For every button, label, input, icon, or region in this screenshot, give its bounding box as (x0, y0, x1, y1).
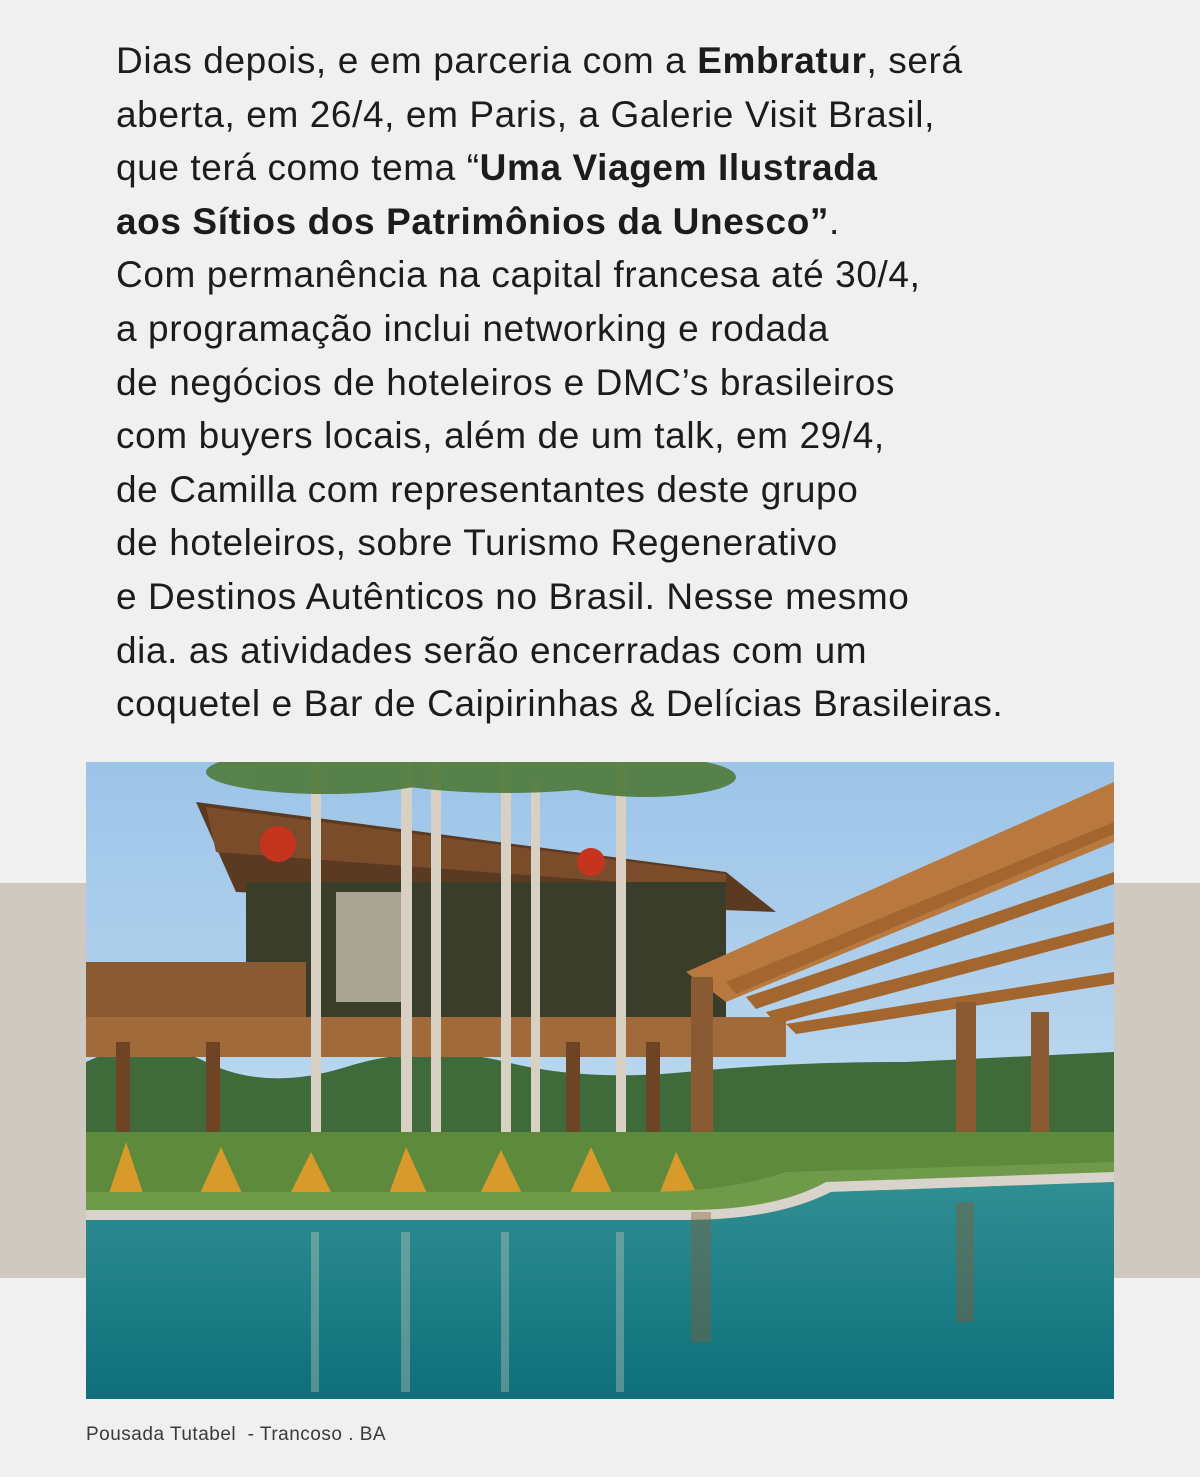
bold-text-theme: Uma Viagem Ilustrada (479, 147, 878, 189)
article-line (116, 141, 1156, 195)
article-line: Com permanência na capital francesa até 30/4, (116, 254, 921, 296)
article-line: a programação inclui networking e rodada (116, 307, 830, 349)
text-run: . (829, 200, 840, 242)
article-line: de hoteleiros, sobre Turismo Regenerativo (116, 522, 838, 564)
photo-caption: Pousada Tutabel - Trancoso . BA (86, 1424, 387, 1445)
article-line: dia. as atividades serão encerradas com um (116, 629, 868, 671)
text-run: , será (866, 40, 963, 81)
article-line: e Destinos Autênticos no Brasil. Nesse mesmo (116, 575, 910, 617)
article-line: coquetel e Bar de Caipirinhas & Delícias Brasileiras. (116, 683, 1004, 725)
hotel-photo (86, 762, 1114, 1399)
article-line: com buyers locais, além de um talk, em 29/4, (116, 415, 885, 457)
article-line (116, 195, 1156, 249)
article-line: de Camilla com representantes deste grupo (116, 468, 859, 510)
bold-text-theme: aos Sítios dos Patrimônios da Unesco” (116, 200, 830, 242)
text-run: Dias depois, e em parceria com a (116, 40, 698, 81)
article-text (116, 34, 1156, 731)
bold-text-embratur: Embratur (697, 40, 867, 81)
text-run: que terá como tema “ (116, 147, 480, 189)
article-line: de negócios de hoteleiros e DMC’s brasileiros (116, 361, 896, 403)
hotel-photo-illustration (86, 762, 1114, 1399)
article-line: aberta, em 26/4, em Paris, a Galerie Visit Brasil, (116, 93, 935, 135)
article-line (116, 34, 1156, 88)
